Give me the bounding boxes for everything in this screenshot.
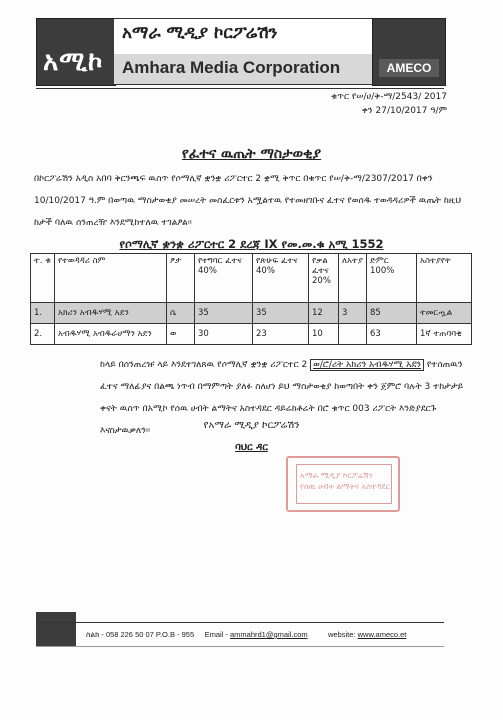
table-cell [339,324,367,345]
footer-divider [36,622,444,623]
col-header-extra: ለአተያ [339,254,367,303]
org-name-amharic: አማራ ሚዲያ ኮርፖሬሽን [122,23,278,43]
col-header-total: ድምር 100% [367,254,417,303]
brand-badge: AMECO [379,59,439,77]
table-cell: 12 [309,303,339,324]
ameco-logo-right [372,18,446,86]
org-name-english: Amhara Media Corporation [122,58,341,77]
official-stamp: አማራ ሚዲያ ኮርፖሬሽን የሰዉ ሀብት ልማትና አስተዳደር [286,456,400,512]
footer-contact: ስልክ - 058 226 50 07 P.O.B - 955 Email - ammahrd1@gmail.com website: www.ameco.et [86,630,407,639]
col-header-sex: ፆታ [167,254,195,303]
reference-block [331,90,447,118]
letterhead-band [114,18,372,84]
footer-email-link[interactable]: ammahrd1@gmail.com [229,630,308,639]
reference-number: ቁጥር የሠ/ሀ/ቅ-ማ/2543/ 2017 [331,92,447,102]
col-header-no: ተ. ቁ [31,254,55,303]
header-divider [36,88,444,89]
footer-logo-block [36,612,76,646]
table-cell: 85 [367,303,417,324]
table-row [31,303,472,324]
table-cell: 3 [339,303,367,324]
col-header-name: የተወዳዳሪ ስም [55,254,167,303]
table-cell: ሴ [167,303,195,324]
table-cell: 1ኛ ተጠባባቂ [417,324,472,345]
table-cell: 35 [195,303,253,324]
table-cell: አክሪን አብዱሃሚ አደን [55,303,167,324]
table-cell: ወ [167,324,195,345]
document-title: የፈተና ዉጤት ማስታወቂያ [181,146,322,162]
footer-bottom-rule [36,646,444,647]
signing-location: ባህር ዳር [235,442,268,453]
footer-website-link[interactable]: www.ameco.et [357,630,407,639]
table-row [31,324,472,345]
result-paragraph: ከላይ በሰንጠረዡ ላይ እንደተገለጸዉ የሶማሊኛ ቋንቋ ሪፖርተር 2 ወ/ሮ/ሪት አክሪን አብዱሃሚ አደን የተሰጠዉን ፈተና ማለፊያና በልጫ ነጥብ በማምጣት ያለፉ ስለሆነ ይህ ማስታወቂያ ከወጣበት ቀን ጀምሮ ባሉት 3 ተከታታይ ቀናት ዉስጥ በአሚኮ የሰዉ ሀብት ልማትና አስተዳደር ዳይሬክቶሬት በሮ ቁጥር 003 ሪፖርት እንድያደርጉ እናስታዉቃለን፡፡ [100,360,464,436]
table-cell: ተመርጧል [417,303,472,324]
table-header-row [31,254,472,303]
table-cell: 10 [309,324,339,345]
table-cell: 63 [367,324,417,345]
letter-date: ቀን 27/10/2017 ዓ/ም [361,106,447,116]
position-subtitle: የሶማሊኛ ቋንቋ ሪፖርተር 2 ደረጃ IX የመ.መ.ቁ አሚ 1552 [119,237,384,251]
table-cell: 35 [253,303,309,324]
signing-organization: የአማራ ሚዲያ ኮርፖሬሽን [203,420,300,431]
col-header-written: የጽሁፍ ፈተና 40% [253,254,309,303]
col-header-oral: የቃል ፈተና 20% [309,254,339,303]
intro-paragraph: በኮርፖሬሽን አዲስ አበባ ቅርንጫፍ ዉስጥ የሶማሊኛ ቋንቋ ሪፖርተር 2 ቋሚ ቅጥር በቁጥር የሠ/ቅ-ማ/2307/2017 በቀን 10/10/2017 ዓ.ም በወጣዉ ማስታወቂያ መሠረት መስፈርቱን አሟልተዉ የተመዘገቡና ፈተና የወሰዱ ተወዳዳሪዎች ዉጤት ከዚህ ከታች ባለዉ ሰንጠረዥ እንደሚከተለዉ ተገልፆል፡፡ [34,174,462,228]
table-cell: 2. [31,324,55,345]
table-cell: 1. [31,303,55,324]
results-table [30,253,472,345]
logo-mark-text: አሚኮ [43,47,104,77]
table-cell: 23 [253,324,309,345]
table-cell: አብዱሃሚ አብዱራሀማን አደን [55,324,167,345]
col-header-remark: አስተያየት [417,254,472,303]
ameco-logo-left [36,18,116,86]
footer-phone: ስልክ - 058 226 50 07 P.O.B - 955 [86,630,195,639]
col-header-practical: የተግባር ፈተና 40% [195,254,253,303]
table-cell: 30 [195,324,253,345]
selected-candidate-name: ወ/ሮ/ሪት አክሪን አብዱሃሚ አደን [310,359,424,371]
